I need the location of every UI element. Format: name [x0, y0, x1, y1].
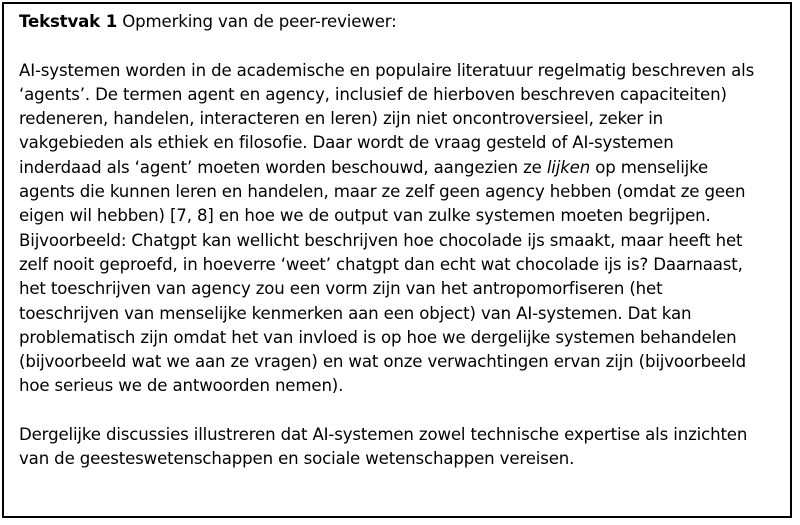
text-line: zelf nooit geproefd, in hoeverre ‘weet’ chatgpt dan echt wat chocolade ijs is? Daarnaast, — [19, 254, 743, 274]
text-line: AI-systemen worden in de academische en populaire literatuur regelmatig beschreven als — [19, 60, 755, 80]
text-segment: op menselijke — [590, 157, 709, 177]
paragraph-conclusion — [19, 423, 778, 472]
emphasized-word: lijken — [546, 157, 591, 177]
text-line: hoe serieus we de antwoorden nemen). — [19, 376, 344, 396]
text-line: Dergelijke discussies illustreren dat AI-systemen zowel technische expertise als inzichten — [19, 425, 748, 445]
text-line: toeschrijven van menselijke kenmerken aan een object) van AI-systemen. Dat kan — [19, 303, 692, 323]
text-line: vakgebieden als ethiek en filosofie. Daar wordt de vraag gesteld of AI-systemen — [19, 133, 674, 153]
text-line: eigen wil hebben) [7, 8] en hoe we de output van zulke systemen moeten begrijpen. — [19, 206, 711, 226]
text-segment: inderdaad als ‘agent’ moeten worden beschouwd, aangezien ze — [19, 157, 547, 177]
text-line: Bijvoorbeeld: Chatgpt kan wellicht beschrijven hoe chocolade ijs smaakt, maar heeft het — [19, 230, 743, 250]
text-line: redeneren, handelen, interacteren en leren) zijn niet oncontroversieel, zeker in — [19, 109, 664, 129]
text-line: problematisch zijn omdat het van invloed is op hoe we dergelijke systemen behandelen — [19, 327, 737, 347]
paragraph-agency-discussion — [19, 59, 778, 399]
text-line: agents die kunnen leren en handelen, maar ze zelf geen agency hebben (omdat ze geen — [19, 182, 746, 202]
text-line: het toeschrijven van agency zou een vorm zijn van het antropomorfiseren (het — [19, 279, 663, 299]
peer-review-textbox — [2, 2, 792, 518]
text-line: van de geesteswetenschappen en sociale wetenschappen vereisen. — [19, 449, 575, 469]
text-line: ‘agents’. De termen agent en agency, inclusief de hierboven beschreven capaciteiten) — [19, 84, 727, 104]
textbox-label: Tekstvak 1 — [19, 12, 118, 31]
text-line — [19, 156, 778, 180]
textbox-title: Opmerking van de peer-reviewer: — [117, 12, 397, 31]
textbox-heading — [19, 10, 778, 34]
text-line: (bijvoorbeeld wat we aan ze vragen) en wat onze verwachtingen ervan zijn (bijvoorbeeld — [19, 352, 746, 372]
